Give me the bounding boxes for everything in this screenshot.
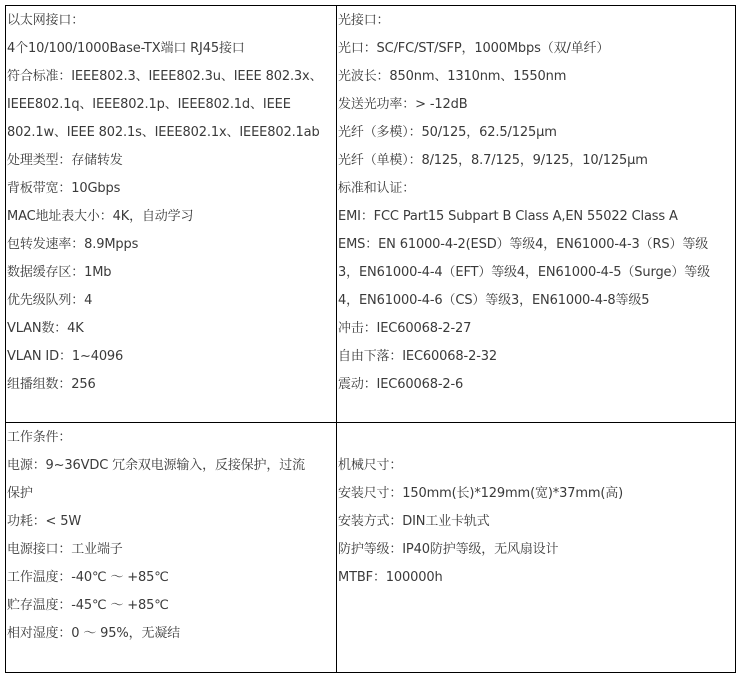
ethernet-ports: 4个10/100/1000Base-TX端口 RJ45接口: [7, 41, 245, 56]
ethernet-processing-type: 处理类型：存储转发: [7, 153, 123, 168]
ethernet-vlan-count: VLAN数：4K: [7, 321, 84, 336]
free-fall-standard: 自由下落：IEC60068-2-32: [338, 349, 497, 364]
standards-heading: 标准和认证：: [338, 181, 416, 196]
relative-humidity: 相对湿度：0 ～ 95%，无凝结: [7, 626, 181, 641]
optical-content: [337, 6, 735, 399]
power-consumption: 功耗：< 5W: [7, 514, 82, 529]
ems-standard-cont-1: 3，EN61000-4-4（EFT）等级4，EN61000-4-5（Surge）等级: [338, 265, 710, 280]
ethernet-multicast-groups: 组播组数：256: [7, 377, 96, 392]
mechanical-heading: 机械尺寸：: [338, 458, 403, 473]
ethernet-forwarding-rate: 包转发速率：8.9Mpps: [7, 237, 139, 252]
ethernet-mac-table: MAC地址表大小：4K，自动学习: [7, 209, 194, 224]
working-heading: 工作条件：: [7, 430, 72, 445]
working-conditions-cell: [6, 423, 337, 673]
power-interface: 电源接口：工业端子: [7, 542, 123, 557]
optical-transmit-power: 发送光功率：> -12dB: [338, 97, 468, 112]
optical-wavelength: 光波长：850nm、1310nm、1550nm: [338, 69, 567, 84]
ethernet-heading: 以太网接口：: [7, 13, 85, 28]
ethernet-cell: [6, 6, 337, 423]
spec-row-top: [6, 6, 736, 423]
operating-temperature: 工作温度：-40℃ ～ +85℃: [7, 570, 169, 585]
working-conditions-content: [6, 423, 336, 648]
ethernet-content: [6, 6, 336, 399]
ethernet-standards: 符合标准：IEEE802.3、IEEE802.3u、IEEE 802.3x、: [7, 69, 323, 84]
ethernet-vlan-id: VLAN ID：1~4096: [7, 349, 124, 364]
ems-standard-cont-2: 4，EN61000-4-6（CS）等级3，EN61000-4-8等级5: [338, 293, 650, 308]
ethernet-standards-cont-1: IEEE802.1q、IEEE802.1p、IEEE802.1d、IEEE: [7, 97, 291, 112]
power-supply: 电源：9~36VDC 冗余双电源输入，反接保护，过流: [7, 458, 305, 473]
protection-rating: 防护等级：IP40防护等级，无风扇设计: [338, 542, 559, 557]
ethernet-priority-queues: 优先级队列：4: [7, 293, 93, 308]
storage-temperature: 贮存温度：-45℃ ～ +85℃: [7, 598, 169, 613]
optical-port: 光口：SC/FC/ST/SFP，1000Mbps（双/单纤）: [338, 41, 610, 56]
spec-table: [5, 5, 736, 673]
optical-heading: 光接口：: [338, 13, 390, 28]
ems-standard: EMS：EN 61000-4-2(ESD）等级4，EN61000-4-3（RS）等级: [338, 237, 709, 252]
ethernet-standards-cont-2: 802.1w、IEEE 802.1s、IEEE802.1x、IEEE802.1ab: [7, 125, 320, 140]
spec-row-bottom: [6, 423, 736, 673]
emi-standard: EMI：FCC Part15 Subpart B Class A,EN 55022 Class A: [338, 209, 678, 224]
optical-fiber-singlemode: 光纤（单模）：8/125，8.7/125，9/125，10/125μm: [338, 153, 648, 168]
mtbf: MTBF：100000h: [338, 570, 443, 585]
mechanical-content: [337, 423, 735, 592]
optical-cell: [337, 6, 736, 423]
shock-standard: 冲击：IEC60068-2-27: [338, 321, 472, 336]
mechanical-cell: [337, 423, 736, 673]
mounting-dimensions: 安装尺寸：150mm(长)*129mm(宽)*37mm(高): [338, 486, 624, 501]
ethernet-buffer: 数据缓存区：1Mb: [7, 265, 112, 280]
mounting-method: 安装方式：DIN工业卡轨式: [338, 514, 490, 529]
power-supply-cont: 保护: [7, 486, 33, 501]
ethernet-backplane-bandwidth: 背板带宽：10Gbps: [7, 181, 121, 196]
optical-fiber-multimode: 光纤（多模）：50/125，62.5/125μm: [338, 125, 557, 140]
vibration-standard: 震动：IEC60068-2-6: [338, 377, 464, 392]
